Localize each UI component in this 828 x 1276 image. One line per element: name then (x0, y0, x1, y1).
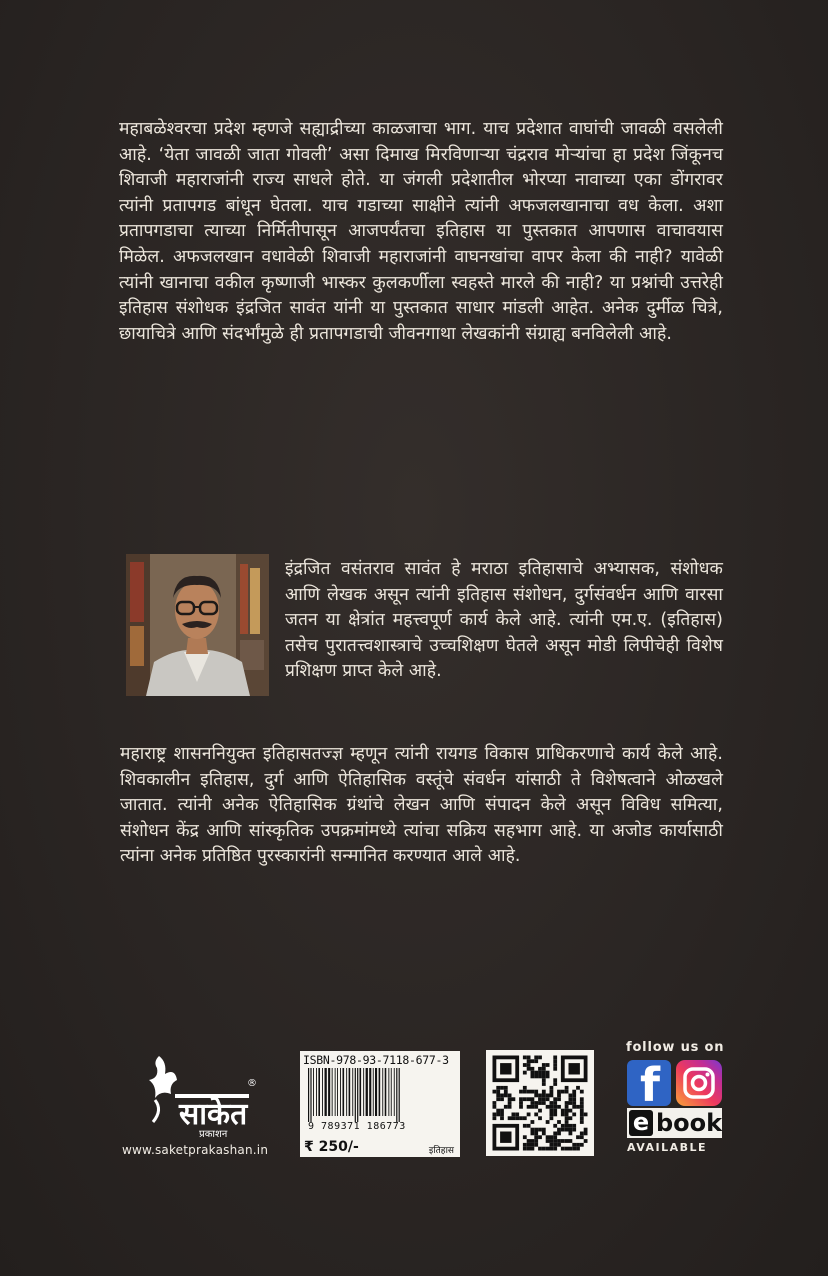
facebook-glyph: f (640, 1060, 661, 1106)
ebook-text: book (656, 1109, 723, 1137)
publisher-website: www.saketprakashan.in (122, 1143, 269, 1157)
publisher-logo-text: साकेत (179, 1097, 248, 1132)
isbn-label: ISBN-978-93-7118-677-3 (303, 1053, 449, 1067)
subject-label: इतिहास (428, 1146, 454, 1156)
price-label: ₹ 250/- (304, 1139, 359, 1155)
qr-code (486, 1050, 594, 1156)
author-bio-first: इंद्रजित वसंतराव सावंत हे मराठा इतिहासाचे अभ्यासक, संशोधक आणि लेखक असून त्यांनी इतिहास संशोधन, दुर्गसंवर्धन आणि वारसा जतन या क्षेत्रांत महत्त्वपूर्ण कार्य केले आहे. त्यांनी एम.ए. (इतिहास) तसेच पुरातत्त्वशास्त्राचे उच्चशिक्षण घेतले असून मोडी लिपीचेही विशेष प्रशिक्षण प्राप्त केले आहे. (285, 559, 723, 682)
publisher-logo (145, 1050, 265, 1142)
book-blurb: महाबळेश्वरचा प्रदेश म्हणजे सह्याद्रीच्या काळजाचा भाग. याच प्रदेशात वाघांची जावळी वसलेली आहे. ‘येता जावळी जाता गोवली’ असा दिमाख मिरविणाऱ्या चंद्रराव मोऱ्यांचा हा प्रदेश जिंकूनच शिवाजी महाराजांनी राज्य साधले होते. या जंगली प्रदेशातील भोरप्या नावाच्या एका डोंगरावर त्यांनी प्रतापगड बांधून घेतला. याच गडाच्या साक्षीने त्यांनी अफजलखानाचा वध केला. अशा प्रतापगडाचा त्याच्या निर्मितीपासून आजपर्यंतचा इतिहास या पुस्तकात आपणास वाचावयास मिळेल. अफजलखान वधावेळी शिवाजी महाराजांनी वाघनखांचा वापर केला की नाही? यावेळी त्यांनी खानाचा वकील कृष्णाजी भास्कर कुलकर्णीला स्वहस्ते मारले की नाही? या प्रश्नांची उत्तरेही इतिहास संशोधक इंद्रजित सावंत यांनी या पुस्तकात साधार मांडली आहेत. अनेक दुर्मीळ चित्रे, छायाचित्रे आणि संदर्भांमुळे ही प्रतापगडाची जीवनगाथा लेखकांनी संग्राह्य बनविलेली आहे. (119, 119, 723, 344)
ebook-available-text: AVAILABLE (627, 1141, 708, 1154)
instagram-icon[interactable] (676, 1060, 722, 1106)
isbn-barcode-panel (300, 1051, 460, 1157)
publisher-logo-subtext: प्रकाशन (199, 1129, 228, 1140)
ebook-e-glyph: e (629, 1110, 653, 1136)
follow-us-text: follow us on (626, 1040, 725, 1055)
ebook-badge[interactable] (627, 1108, 722, 1138)
barcode-graphic (304, 1068, 456, 1122)
facebook-icon[interactable] (627, 1060, 671, 1106)
barcode-digits: 9 789371 186773 (308, 1121, 406, 1132)
author-portrait (126, 554, 269, 696)
author-bio-second: महाराष्ट्र शासननियुक्त इतिहासतज्ज्ञ म्हणून त्यांनी रायगड विकास प्राधिकरणाचे कार्य केले आहे. शिवकालीन इतिहास, दुर्ग आणि ऐतिहासिक वस्तूंचे संवर्धन यांसाठी ते विशेषत्वाने ओळखले जातात. त्यांनी अनेक ऐतिहासिक ग्रंथांचे लेखन आणि संपादन केले असून विविध समित्या, संशोधन केंद्र आणि सांस्कृतिक उपक्रमांमध्ये त्यांचा सक्रिय सहभाग आहे. या अजोड कार्यासाठी त्यांना अनेक प्रतिष्ठित पुरस्कारांनी सन्मानित करण्यात आले आहे. (120, 744, 723, 867)
registered-mark: ® (247, 1078, 257, 1089)
